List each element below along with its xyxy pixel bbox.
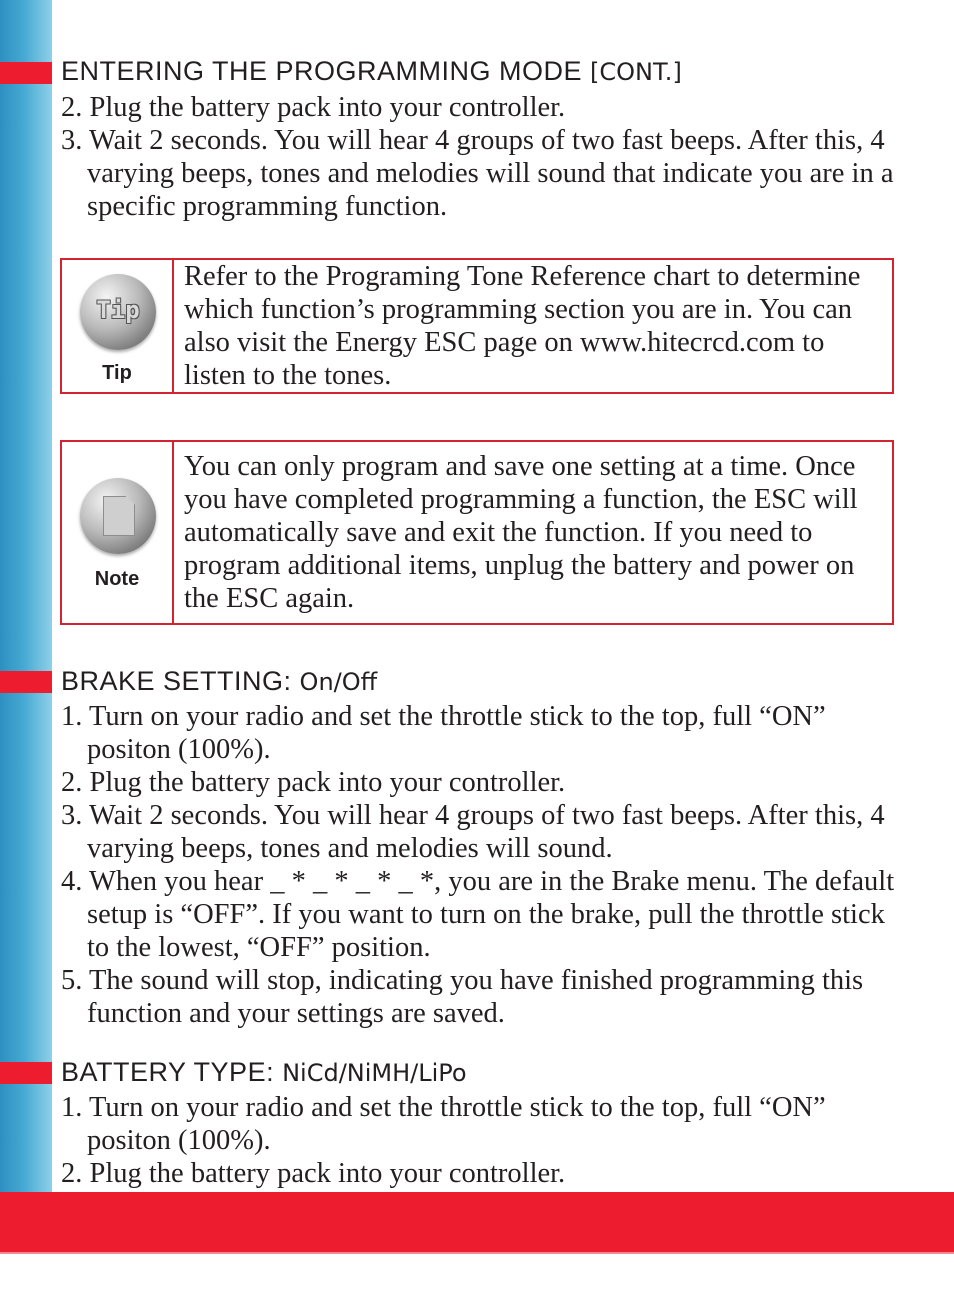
list-item: 2. Plug the battery pack into your controller. (61, 1158, 566, 1189)
entering-steps-list (61, 91, 901, 223)
tip-badge-text: Tip (96, 296, 140, 324)
section-heading-entering (61, 56, 682, 87)
note-text: You can only program and save one setting at a time. Once you have completed programming a function, the ESC will automatically save and exit the function. If you need to program additional items, unplug the battery and power on the ESC again. (184, 451, 858, 614)
note-icon (80, 478, 156, 554)
tip-text: Refer to the Programing Tone Reference chart to determine which function’s programming section you are in. You can also visit the Energy ESC page on www.hitecrcd.com to listen to the tones. (184, 261, 861, 391)
tip-icon-cell (62, 260, 174, 392)
list-item: 1. Turn on your radio and set the throttle stick to the top, full “ON” positon (100%). (61, 1092, 826, 1156)
list-item: 5. The sound will stop, indicating you have finished programming this function and your settings are saved. (61, 965, 864, 1029)
note-box (60, 440, 894, 625)
list-item: 3. Wait 2 seconds. You will hear 4 groups of two fast beeps. After this, 4 varying beeps, tones and melodies will sound. (61, 800, 885, 864)
section-heading-brake (61, 666, 377, 697)
heading-suffix: On/Off (299, 668, 378, 696)
footer-bar (0, 1192, 954, 1252)
document-icon (103, 496, 135, 536)
battery-steps-list (61, 1091, 901, 1190)
heading-text: BRAKE SETTING: (61, 666, 300, 696)
tip-icon (80, 274, 156, 350)
section-tab-marker (0, 1062, 52, 1084)
section-tab-marker (0, 62, 52, 84)
section-tab-marker (0, 671, 52, 693)
tip-box (60, 258, 894, 394)
heading-text: ENTERING THE PROGRAMMING MODE (61, 56, 591, 86)
footer-divider (0, 1252, 954, 1254)
list-item: 1. Turn on your radio and set the throttle stick to the top, full “ON” positon (100%). (61, 701, 826, 765)
section-heading-battery (61, 1057, 467, 1088)
list-item: 2. Plug the battery pack into your controller. (61, 767, 566, 798)
heading-suffix: NiCd/NiMH/LiPo (282, 1059, 467, 1087)
tip-caption: Tip (102, 362, 132, 384)
note-caption: Note (94, 568, 140, 590)
list-item: 3. Wait 2 seconds. You will hear 4 groups of two fast beeps. After this, 4 varying beeps, tones and melodies will sound that indicate you are in a specific programming function. (61, 125, 894, 222)
note-icon-cell (62, 442, 174, 623)
brake-steps-list (61, 700, 901, 1030)
heading-suffix: [CONT.] (590, 58, 682, 86)
heading-text: BATTERY TYPE: (61, 1057, 283, 1087)
list-item: 4. When you hear _ * _ * _ * _ *, you are in the Brake menu. The default setup is “OFF”. If you want to turn on the brake, pull the throttle stick to the lowest, “OFF” position. (61, 866, 895, 963)
list-item: 2. Plug the battery pack into your controller. (61, 92, 566, 123)
